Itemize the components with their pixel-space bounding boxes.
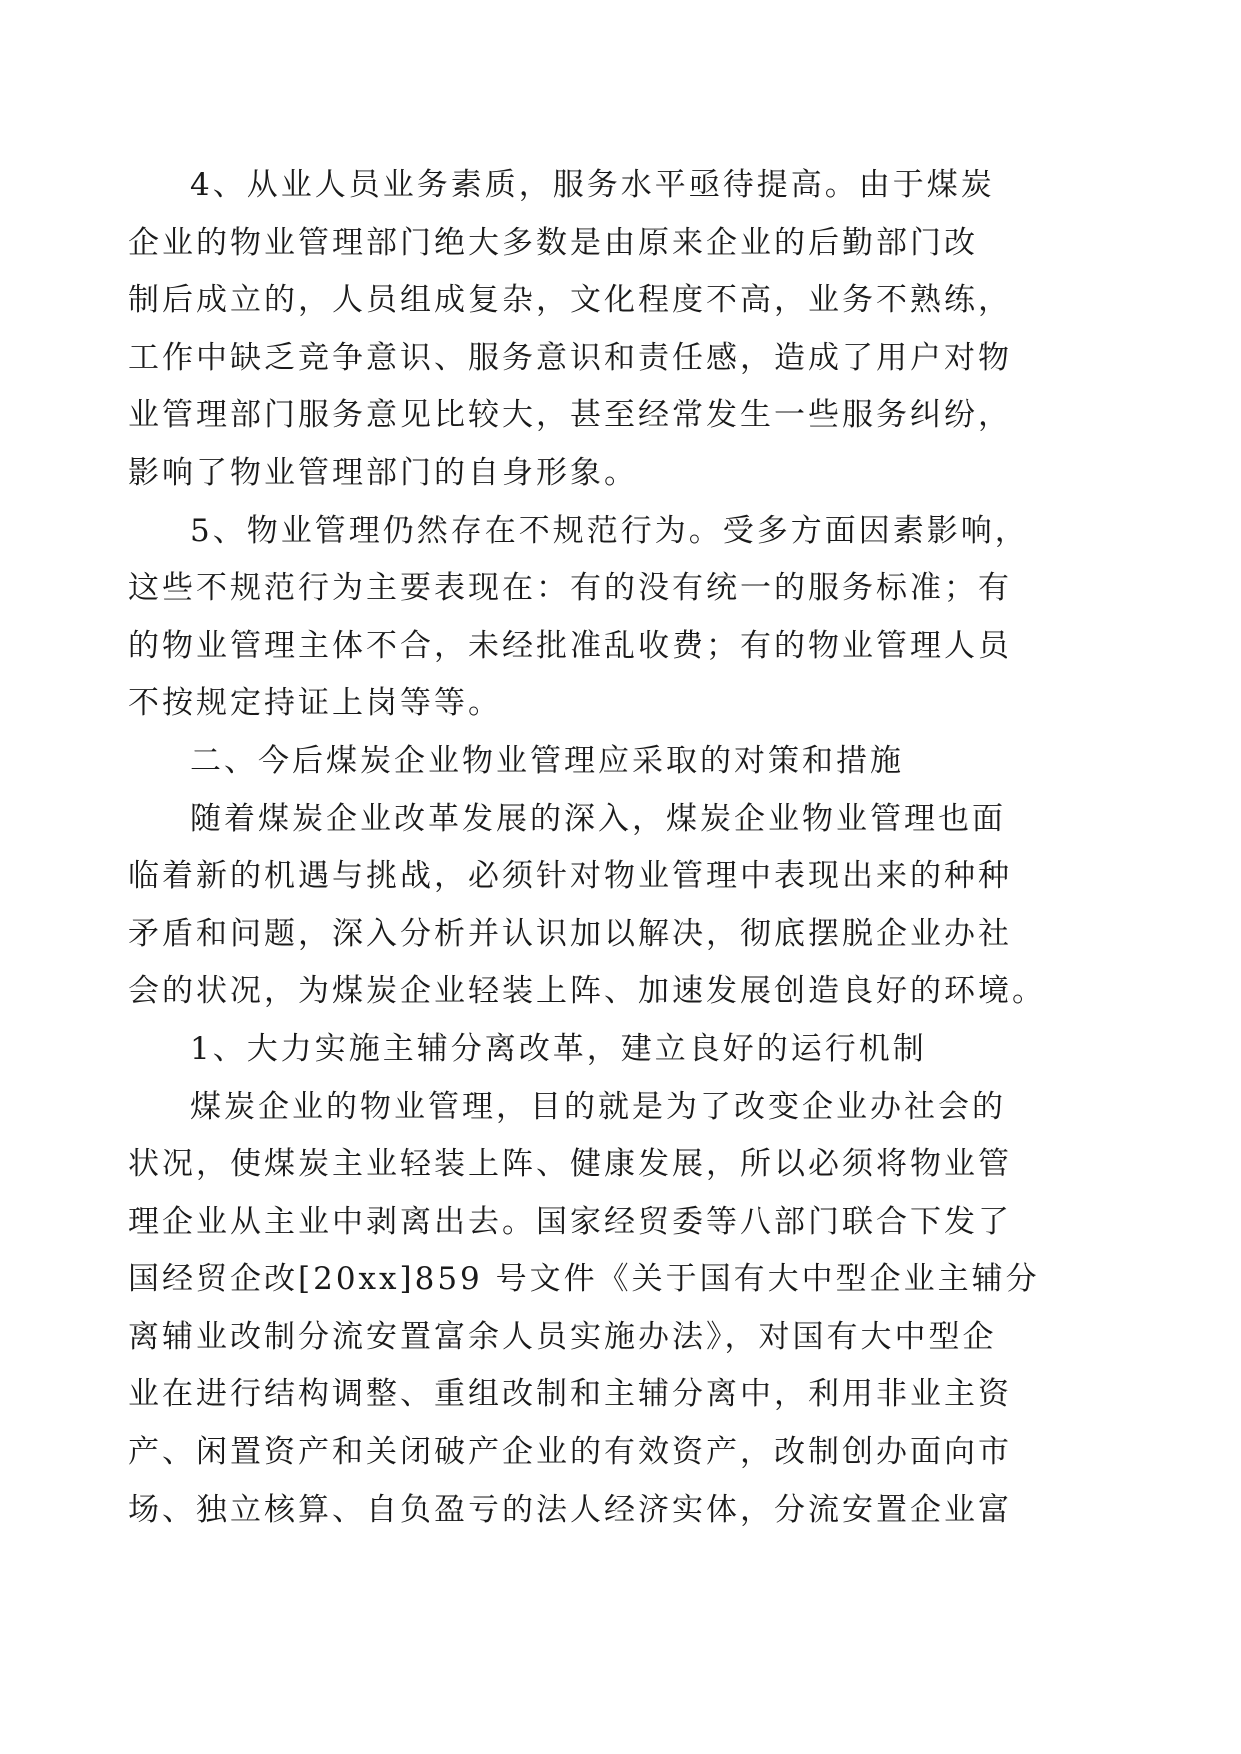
text-line: 的物业管理主体不合，未经批准乱收费；有的物业管理人员 xyxy=(128,627,1012,664)
text-line: 国经贸企改[20xx]859 号文件《关于国有大中型企业主辅分 xyxy=(128,1261,1040,1298)
text-line: 煤炭企业的物业管理，目的就是为了改变企业办社会的 xyxy=(190,1088,1006,1125)
text-line: 不按规定持证上岗等等。 xyxy=(128,685,502,722)
text-line: 工作中缺乏竞争意识、服务意识和责任感，造成了用户对物 xyxy=(128,339,1012,376)
text-line: 矛盾和问题，深入分析并认识加以解决，彻底摆脱企业办社 xyxy=(128,915,1012,952)
text-line: 随着煤炭企业改革发展的深入，煤炭企业物业管理也面 xyxy=(190,800,1006,837)
text-line: 业在进行结构调整、重组改制和主辅分离中，利用非业主资 xyxy=(128,1376,1012,1413)
text-line: 会的状况，为煤炭企业轻装上阵、加速发展创造良好的环境。 xyxy=(128,973,1046,1010)
document-body xyxy=(128,157,1065,1539)
text-line: 离辅业改制分流安置富余人员实施办法》，对国有大中型企 xyxy=(128,1318,997,1355)
text-line: 业管理部门服务意见比较大，甚至经常发生一些服务纠纷， xyxy=(128,397,1012,434)
text-line: 场、独立核算、自负盈亏的法人经济实体，分流安置企业富 xyxy=(128,1491,1012,1528)
subsection-heading-1 xyxy=(190,1021,1065,1079)
text-line: 临着新的机遇与挑战，必须针对物业管理中表现出来的种种 xyxy=(128,858,1012,895)
section-heading-two xyxy=(190,733,1065,791)
text-line: 这些不规范行为主要表现在：有的没有统一的服务标准；有 xyxy=(128,570,1012,607)
text-line: 5、物业管理仍然存在不规范行为。受多方面因素影响， xyxy=(190,512,1029,549)
paragraph-intro xyxy=(128,791,1065,1021)
text-line: 1、大力实施主辅分离改革，建立良好的运行机制 xyxy=(190,1030,927,1067)
text-line: 状况，使煤炭主业轻装上阵、健康发展，所以必须将物业管 xyxy=(128,1146,1012,1183)
text-line: 产、闲置资产和关闭破产企业的有效资产，改制创办面向市 xyxy=(128,1434,1012,1471)
text-line: 二、今后煤炭企业物业管理应采取的对策和措施 xyxy=(190,742,904,779)
text-line: 影响了物业管理部门的自身形象。 xyxy=(128,454,638,491)
text-line: 4、从业人员业务素质，服务水平亟待提高。由于煤炭 xyxy=(190,167,995,203)
text-line: 制后成立的，人员组成复杂，文化程度不高，业务不熟练， xyxy=(128,282,1012,319)
paragraph-main-aux-separation xyxy=(128,1079,1065,1540)
paragraph-item-5 xyxy=(128,503,1065,733)
text-line: 企业的物业管理部门绝大多数是由原来企业的后勤部门改 xyxy=(128,224,978,261)
text-line: 理企业从主业中剥离出去。国家经贸委等八部门联合下发了 xyxy=(128,1203,1012,1240)
paragraph-item-4 xyxy=(128,157,1065,503)
